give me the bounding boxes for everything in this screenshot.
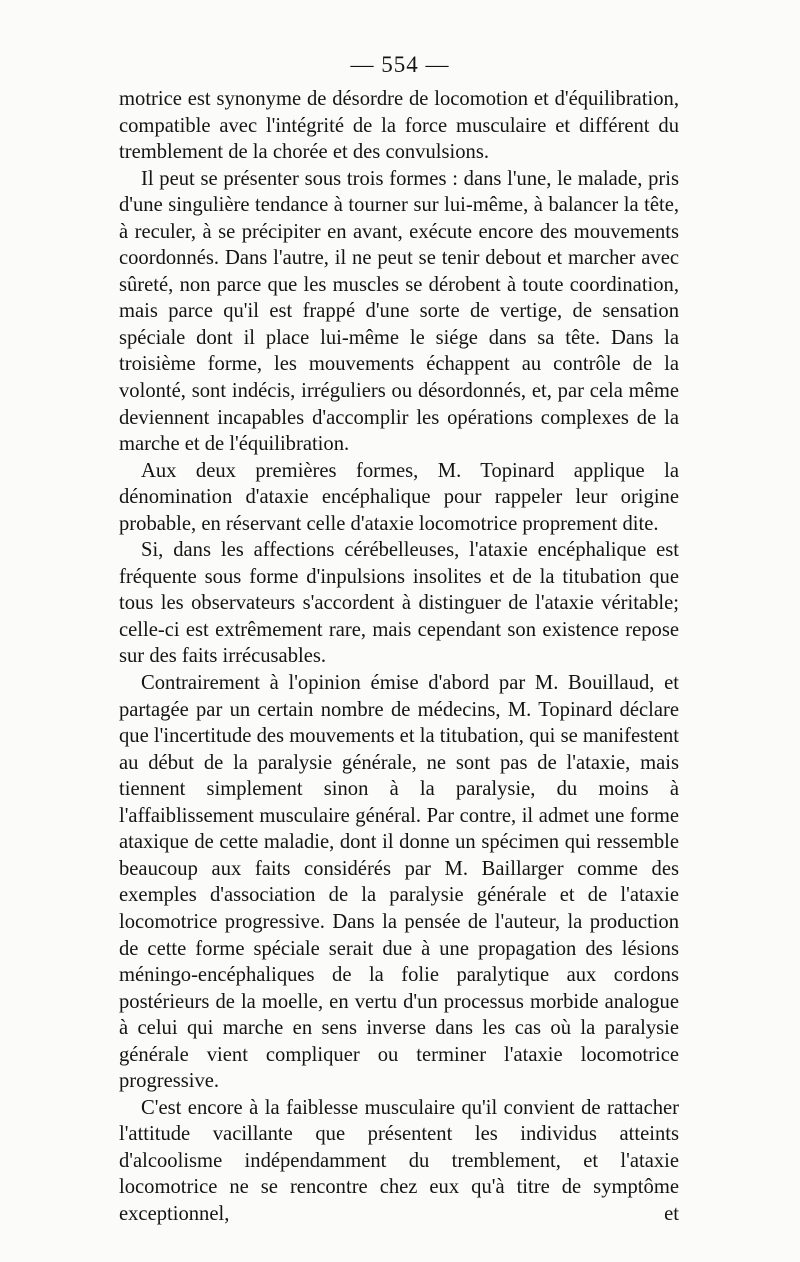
paragraph-5: Contrairement à l'opinion émise d'abord par M. Bouillaud, et partagée par un certain nombre de médecins, M. Topinard déclare que l'incertitude des mouvements et la titubation, qui se manifestent au début de la paralysie générale, ne sont pas de l'ataxie, mais tiennent simplement sinon à la paralysie, du moins à l'affaiblissement musculaire général. Par contre, il admet une forme ataxique de cette maladie, dont il donne un spécimen qui ressemble beaucoup aux faits considérés par M. Baillarger comme des exemples d'association de la paralysie générale et de l'ataxie locomotrice progressive. Dans la pensée de l'auteur, la production de cette forme spéciale serait due à une propagation des lésions méningo-encéphaliques de la folie paralytique aux cordons postérieurs de la moelle, en vertu d'un processus morbide analogue à celui qui marche en sens inverse dans les cas où la paralysie générale vient compliquer ou terminer l'ataxie locomotrice progressive. [119, 672, 679, 1093]
paragraph-2: Il peut se présenter sous trois formes : dans l'une, le malade, pris d'une singulière tendance à tourner sur lui-même, à balancer la tête, à reculer, à se précipiter en avant, exécute encore des mouvements coordonnés. Dans l'autre, il ne peut se tenir debout et marcher avec sûreté, non parce que les muscles se dérobent à toute coordination, mais parce qu'il est frappé d'une sorte de vertige, de sensation spéciale dont il place lui-même le siége dans sa tête. Dans la troisième forme, les mouvements échappent au contrôle de la volonté, sont indécis, irréguliers ou désordonnés, et, par cela même deviennent incapables d'accomplir les opérations complexes de la marche et de l'équilibration. [119, 167, 679, 456]
paragraph-6: C'est encore à la faiblesse musculaire qu'il convient de rattacher l'attitude vacillante que présentent les individus atteints d'alcoolisme indépendamment du tremblement, et l'ataxie locomotrice ne se rencontre chez eux qu'à titre de symptôme exceptionnel, et [119, 1096, 679, 1225]
page-number: — 554 — [350, 52, 450, 77]
paragraph-3: Aux deux premières formes, M. Topinard applique la dénomination d'ataxie encéphalique pour rappeler leur origine probable, en réservant celle d'ataxie locomotrice proprement dite. [119, 459, 679, 535]
body-text [119, 86, 679, 1228]
paragraph-1: motrice est synonyme de désordre de locomotion et d'équilibration, compatible avec l'intégrité de la force musculaire et différent du tremblement de la chorée et des convulsions. [119, 88, 679, 164]
paragraph-4: Si, dans les affections cérébelleuses, l'ataxie encéphalique est fréquente sous forme d'inpulsions insolites et de la titubation que tous les observateurs s'accordent à distinguer de l'ataxie véritable; celle-ci est extrêmement rare, mais cependant son existence repose sur des faits irrécusables. [119, 539, 679, 668]
